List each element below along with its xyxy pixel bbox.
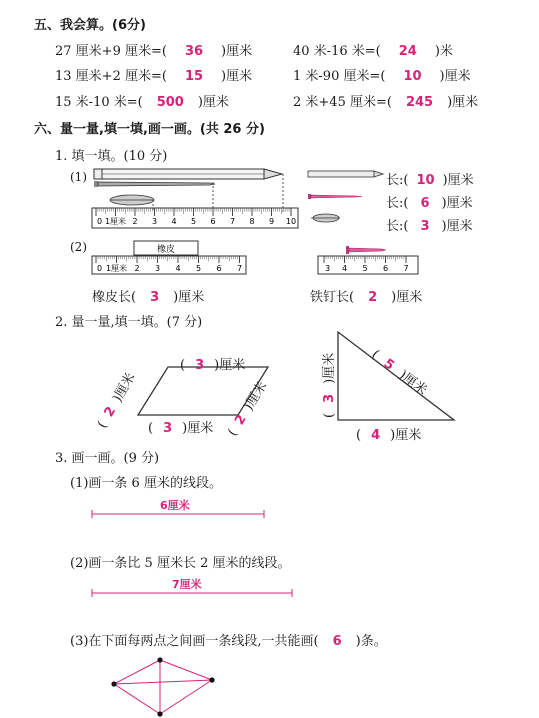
ruler-tick-label: 9 — [268, 217, 275, 226]
ruler-tick-label: 0 — [97, 264, 103, 273]
ruler-tick-label: 1厘米 — [105, 264, 128, 273]
pencil-icon — [94, 169, 282, 179]
nail-icon — [94, 181, 215, 187]
q3-part3-text: (3)在下面每两点之间画一条线段,一共能画( 6 )条。 — [70, 634, 387, 649]
eraser-label: 橡皮 — [156, 245, 176, 255]
line-7cm-label: 7厘米 — [172, 578, 202, 591]
q3-title: 3. 画一画。(9 分) — [55, 451, 160, 466]
tri-bottom-label: ( 4 )厘米 — [356, 428, 422, 443]
side-item-2: 长:( 6 )厘米 — [386, 196, 473, 211]
calc-row-3-left: 15 米-10 米=( 500 )厘米 — [55, 95, 229, 110]
ruler-1 — [92, 208, 298, 228]
para-right-label-text: (2)厘米 — [225, 379, 271, 439]
calc-row-2-right: 1 米-90 厘米=( 10 )厘米 — [293, 69, 471, 84]
ruler-tick-label: 3 — [325, 264, 331, 273]
ruler-tick-label: 5 — [195, 264, 202, 273]
ruler-tick-label: 2 — [132, 217, 138, 226]
side-item-1: 长:( 10 )厘米 — [386, 173, 474, 188]
ruler-tick-label: 6 — [382, 264, 389, 273]
para-bottom-label: ( 3 )厘米 — [148, 421, 214, 436]
q3-part2-text: (2)画一条比 5 厘米长 2 厘米的线段。 — [70, 556, 291, 571]
ruler-tick-label: 3 — [151, 217, 158, 226]
ruler-tick-label: 4 — [171, 217, 177, 226]
ruler-tick-label: 4 — [341, 264, 348, 273]
section5-title: 五、我会算。(6分) — [34, 18, 146, 33]
q1-part1-label: (1) — [70, 170, 87, 184]
line-6cm — [88, 508, 268, 520]
tri-left-label: (3)厘米 — [322, 352, 337, 418]
ruler-tick-label: 10 — [285, 217, 297, 226]
leaf-small-icon — [311, 214, 340, 222]
q1-title: 1. 填一填。(10 分) — [55, 149, 168, 164]
ruler-2 — [92, 256, 246, 274]
calc-row-2-left: 13 厘米+2 厘米=( 15 )厘米 — [55, 69, 253, 84]
ruler-tick-label: 6 — [216, 264, 222, 273]
eraser-answer: 橡皮长( 3 )厘米 — [92, 290, 205, 305]
calc-row-1-right: 40 米-16 米=( 24 )米 — [293, 44, 453, 59]
side-item-3: 长:( 3 )厘米 — [386, 219, 473, 234]
q3-part1-text: (1)画一条 6 厘米的线段。 — [70, 476, 222, 491]
ruler-tick-label: 5 — [362, 264, 368, 273]
section6-title: 六、量一量,填一填,画一画。(共 26 分) — [34, 122, 265, 137]
para-top-label: ( 3 )厘米 — [180, 358, 246, 373]
point-c — [209, 677, 214, 682]
ruler-tick-label: 4 — [175, 264, 181, 273]
para-left-label-text: (2)厘米 — [95, 370, 139, 431]
nail-ruler-figure — [316, 238, 420, 278]
tri-hyp-label: (5)厘米 — [368, 347, 430, 399]
ruler-tick-label: 3 — [154, 264, 161, 273]
line-7cm — [88, 587, 296, 599]
nail-pink-icon — [308, 194, 362, 199]
ruler-tick-label: 6 — [210, 217, 216, 226]
calc-row-3-right: 2 米+45 厘米=( 245 )厘米 — [293, 95, 479, 110]
side-items-figure — [306, 168, 386, 228]
pencil-small-icon — [308, 171, 383, 177]
ruler-tick-label: 8 — [249, 217, 255, 226]
point-d — [157, 711, 162, 716]
pencil-ruler-figure — [90, 164, 300, 232]
q2-title: 2. 量一量,填一填。(7 分) — [55, 315, 203, 330]
nail-on-ruler-icon — [346, 246, 386, 254]
four-points-figure — [108, 656, 218, 718]
ruler-tick-label: 1厘米 — [104, 217, 127, 226]
ruler-tick-label: 7 — [229, 217, 236, 226]
point-b — [157, 657, 162, 662]
ruler-3 — [318, 256, 418, 274]
q1-part2-label: (2) — [70, 240, 87, 254]
calc-row-1-left: 27 厘米+9 厘米=( 36 )厘米 — [55, 44, 253, 59]
ruler-tick-label: 7 — [403, 264, 409, 273]
leaf-icon — [110, 195, 154, 205]
ruler-tick-label: 7 — [236, 264, 243, 273]
nail-answer: 铁钉长( 2 )厘米 — [310, 290, 423, 305]
line-6cm-label: 6厘米 — [160, 499, 190, 512]
ruler-tick-label: 0 — [97, 217, 103, 226]
eraser-ruler-figure — [90, 238, 248, 278]
point-a — [111, 681, 116, 686]
ruler-tick-label: 2 — [134, 264, 140, 273]
ruler-tick-label: 5 — [190, 217, 197, 226]
